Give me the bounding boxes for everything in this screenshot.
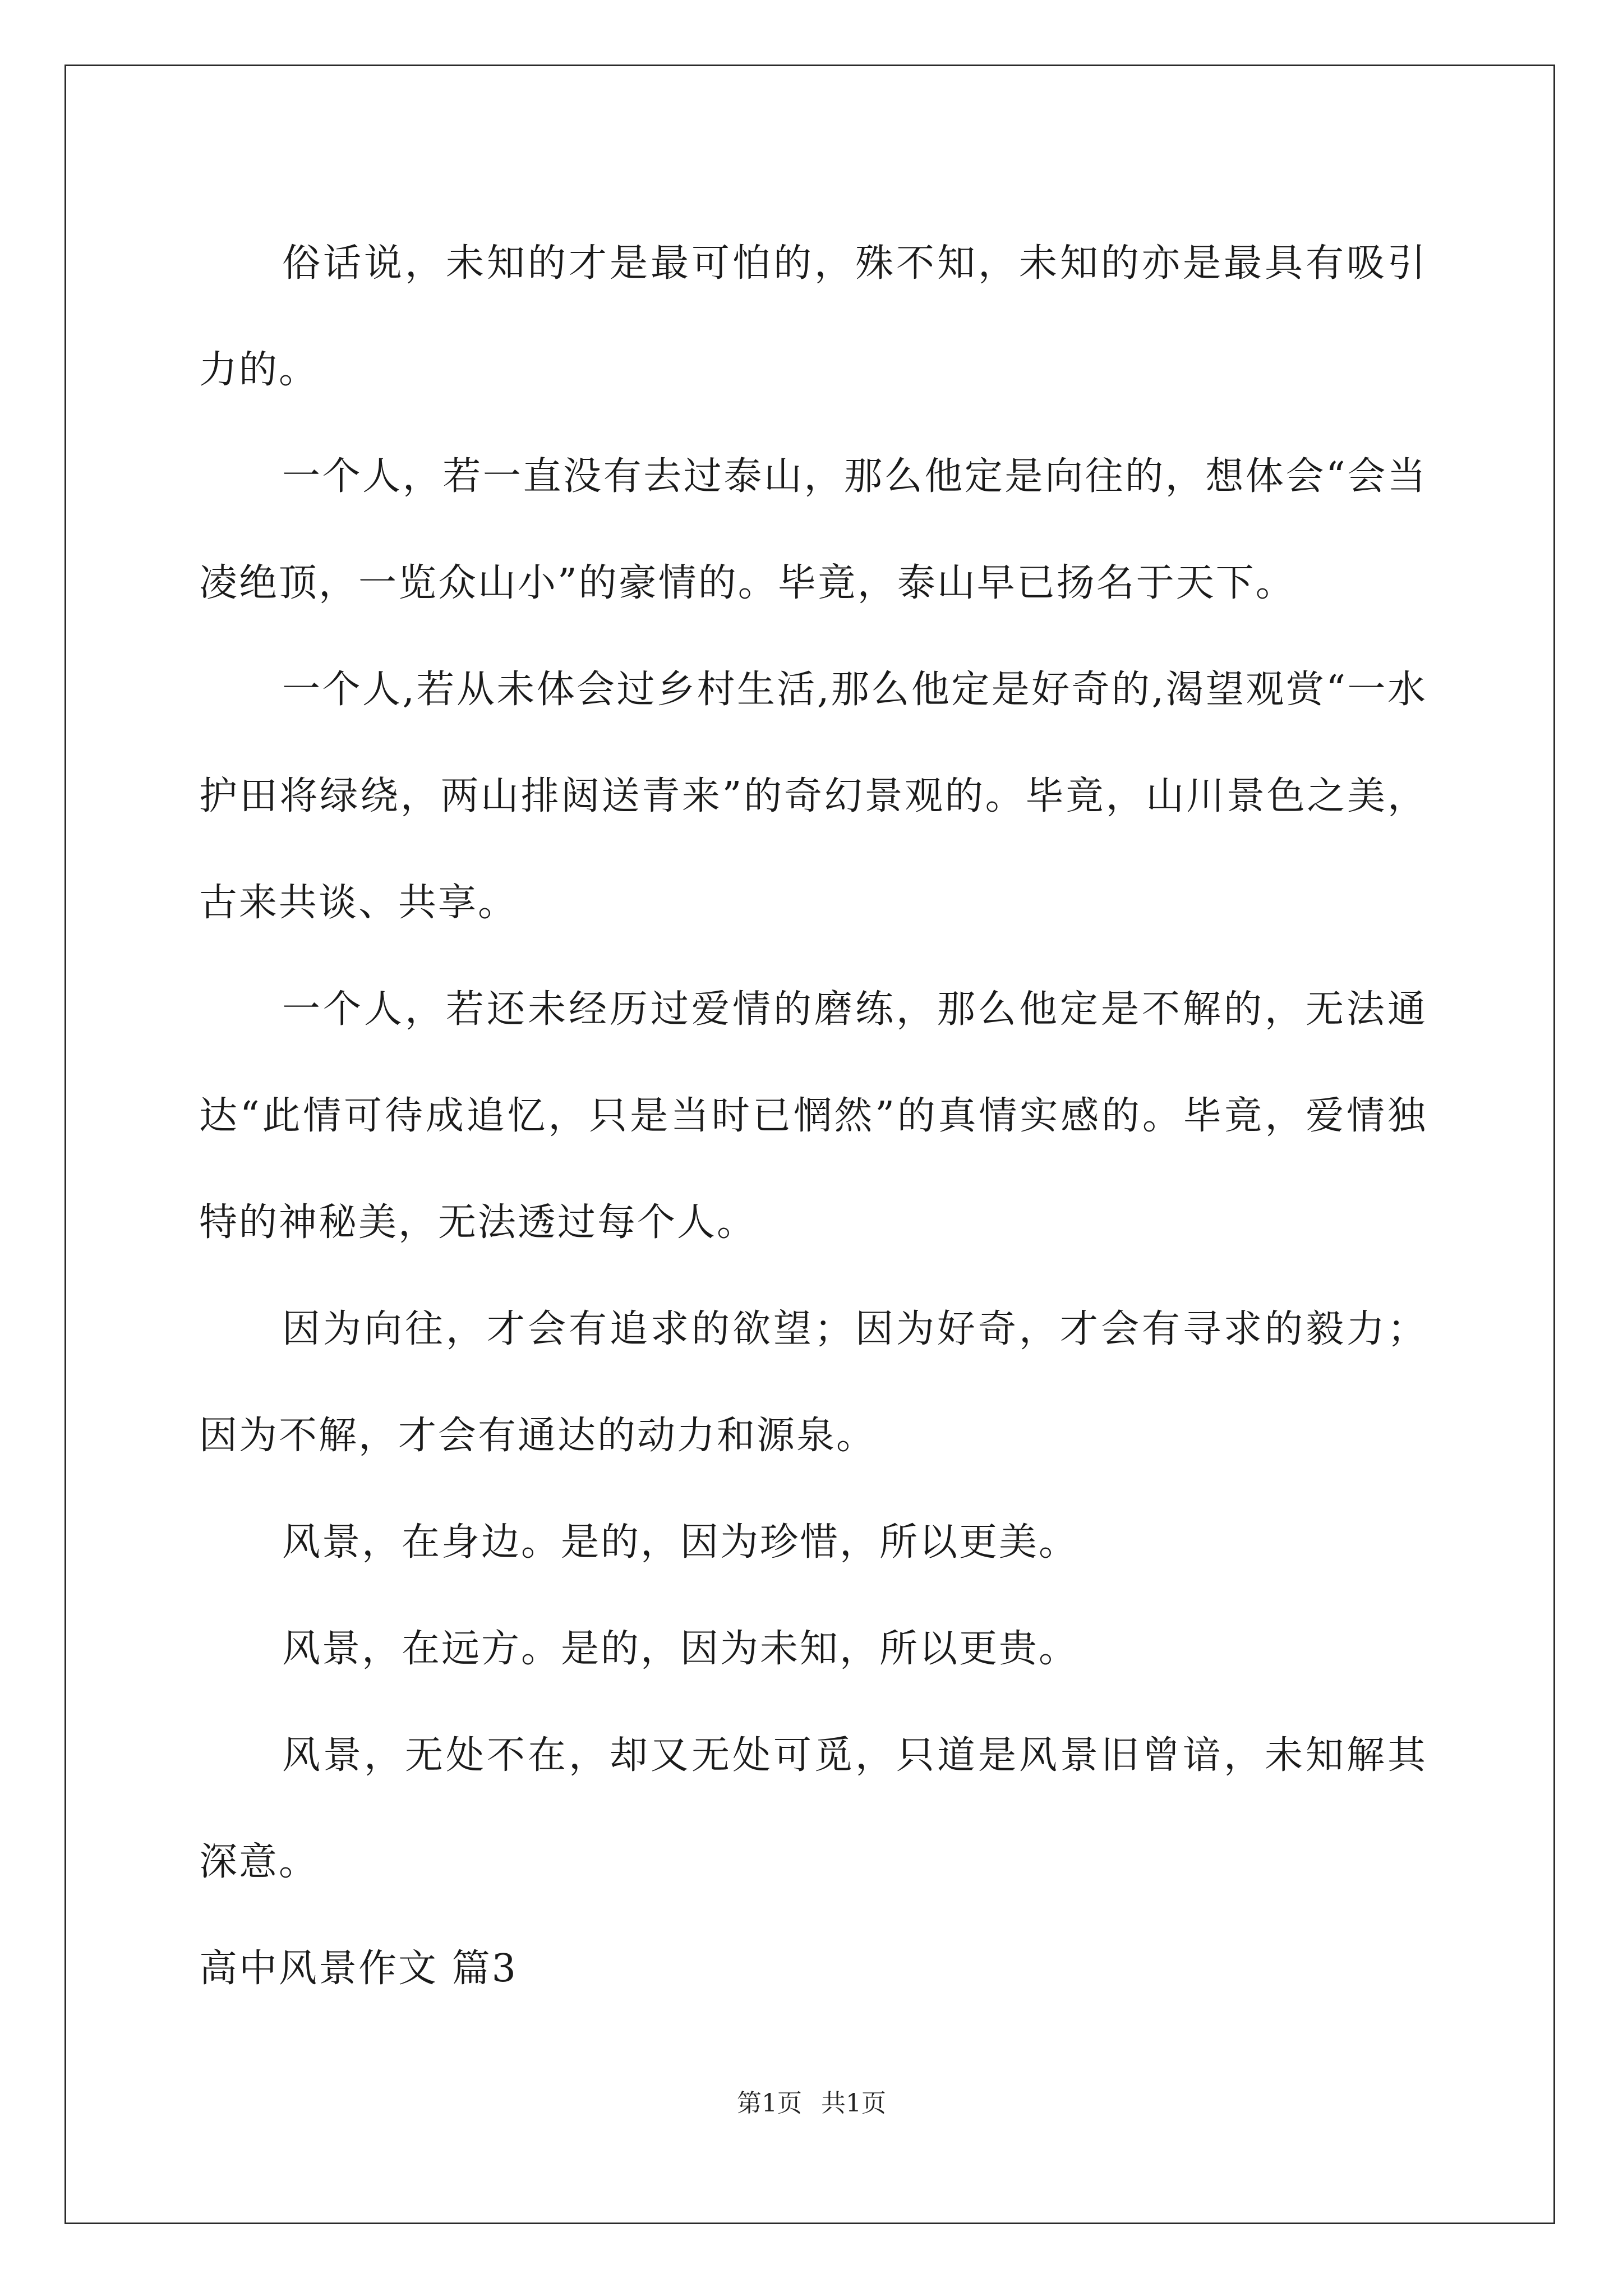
paragraph: 一个人，若一直没有去过泰山，那么他定是向往的，想体会“会当凌绝顶，一览众山小”的豪情的。毕竟，泰山早已扬名于天下。 [199,454,1427,605]
paragraph: 一个人,若从未体会过乡村生活,那么他定是好奇的,渴望观赏“一水护田将绿绕，两山排闼送青来”的奇幻景观的。毕竟，山川景色之美，古来共谈、共享。 [199,668,1427,925]
paragraph: 一个人，若还未经历过爱情的磨练，那么他定是不解的，无法通达“此情可待成追忆，只是当时已惘然”的真情实感的。毕竟，爱情独特的神秘美，无法透过每个人。 [199,987,1427,1245]
section-heading: 高中风景作文 篇3 [199,1947,518,1991]
page-footer [0,2087,1623,2120]
paragraph: 俗话说，未知的才是最可怕的，殊不知，未知的亦是最具有吸引力的。 [199,241,1427,392]
current-page-label: 第1页 [737,2089,802,2118]
total-pages-label: 共1页 [821,2089,886,2118]
paragraph: 风景，在远方。是的，因为未知，所以更贵。 [282,1627,1079,1671]
paragraph: 风景，无处不在，却又无处可觅，只道是风景旧曾谙，未知解其深意。 [199,1733,1427,1884]
paragraph: 风景，在身边。是的，因为珍惜，所以更美。 [282,1520,1079,1565]
paragraph: 因为向往，才会有追求的欲望；因为好奇，才会有寻求的毅力；因为不解，才会有通达的动力和源泉。 [199,1307,1427,1458]
document-body [199,210,1427,2022]
